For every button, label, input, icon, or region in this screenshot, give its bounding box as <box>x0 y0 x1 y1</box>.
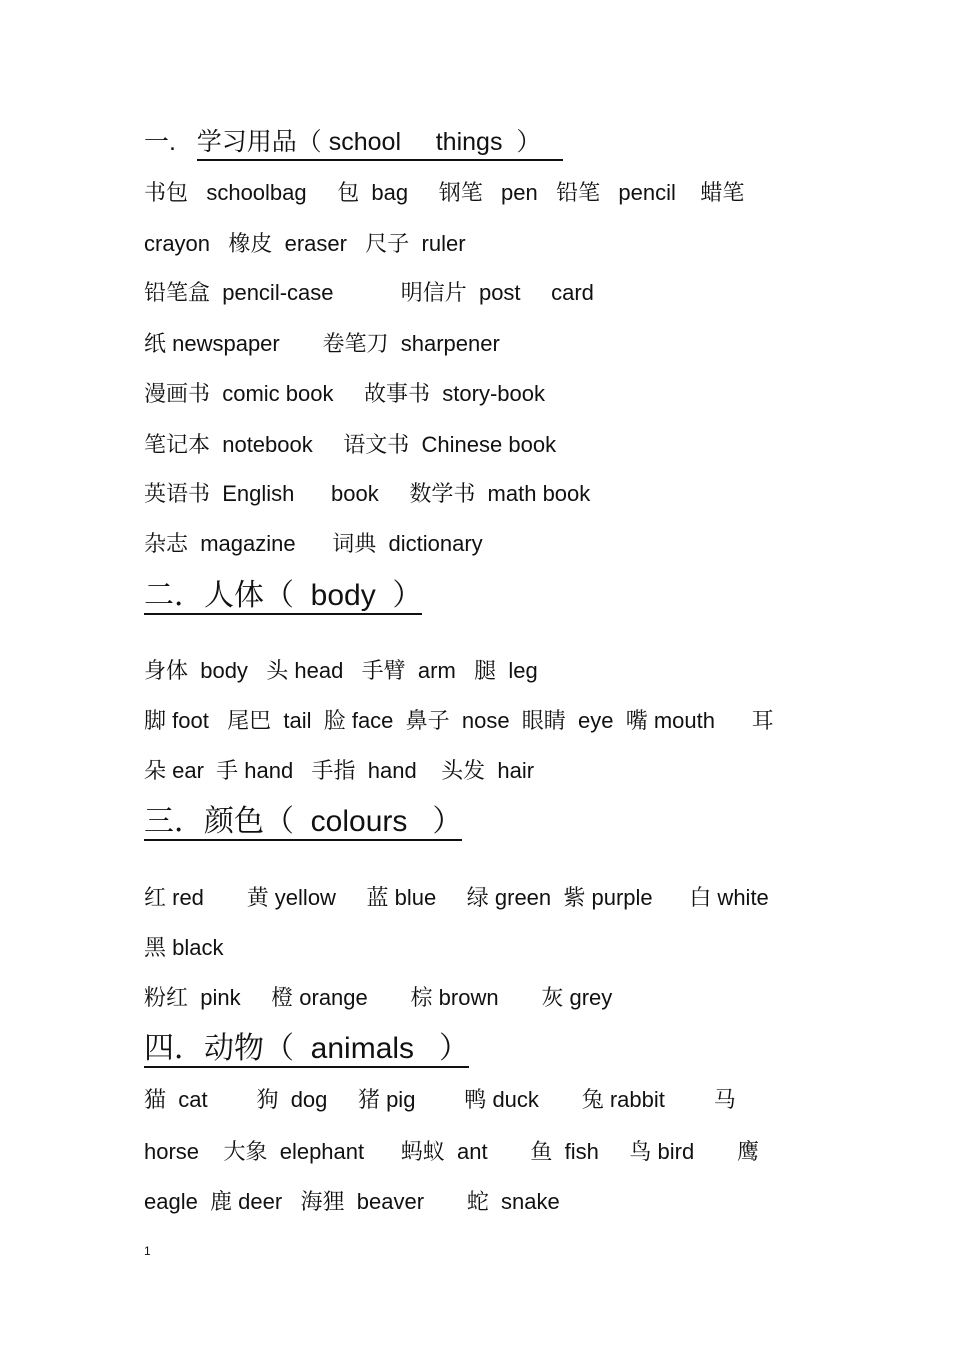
vocab-line: 英语书 English book 数学书 math book <box>144 481 591 506</box>
vocab-line: 脚 foot 尾巴 tail 脸 face 鼻子 nose 眼睛 eye 嘴 mouth 耳 <box>144 708 774 733</box>
section-title: 学习用品（ school things ） <box>197 125 564 161</box>
vocab-line: 粉红 pink 橙 orange 棕 brown 灰 grey <box>144 985 613 1010</box>
section-heading-body <box>144 576 422 616</box>
section-title: 三．颜色（ colours ） <box>144 805 462 841</box>
vocab-line: 书包 schoolbag 包 bag 钢笔 pen 铅笔 pencil 蜡笔 <box>144 180 745 205</box>
vocab-line: 笔记本 notebook 语文书 Chinese book <box>144 432 557 457</box>
section-heading-school-things <box>144 122 563 162</box>
section-heading-animals <box>144 1029 469 1069</box>
section-heading-colours <box>144 802 462 842</box>
vocab-line: 猫 cat 狗 dog 猪 pig 鸭 duck 兔 rabbit 马 <box>144 1087 736 1112</box>
vocab-line: crayon 橡皮 eraser 尺子 ruler <box>144 231 466 256</box>
vocab-line: 黑 black <box>144 935 224 960</box>
vocab-line: 漫画书 comic book 故事书 story-book <box>144 381 545 406</box>
vocab-line: 红 red 黄 yellow 蓝 blue 绿 green 紫 purple 白 white <box>144 885 769 910</box>
section-number: 一. <box>144 128 197 156</box>
section-title: 四．动物（ animals ） <box>144 1032 469 1068</box>
vocab-line: 朵 ear 手 hand 手指 hand 头发 hair <box>144 758 535 783</box>
vocab-line: 杂志 magazine 词典 dictionary <box>144 531 483 556</box>
vocab-line: 身体 body 头 head 手臂 arm 腿 leg <box>144 658 538 683</box>
vocab-line: horse 大象 elephant 蚂蚁 ant 鱼 fish 鸟 bird 鹰 <box>144 1139 759 1164</box>
vocab-line: 铅笔盒 pencil-case 明信片 post card <box>144 280 594 305</box>
section-title: 二．人体（ body ） <box>144 579 422 615</box>
page-number: 1 <box>144 1244 151 1258</box>
vocab-line: eagle 鹿 deer 海狸 beaver 蛇 snake <box>144 1189 560 1214</box>
vocab-line: 纸 newspaper 卷笔刀 sharpener <box>144 331 500 356</box>
